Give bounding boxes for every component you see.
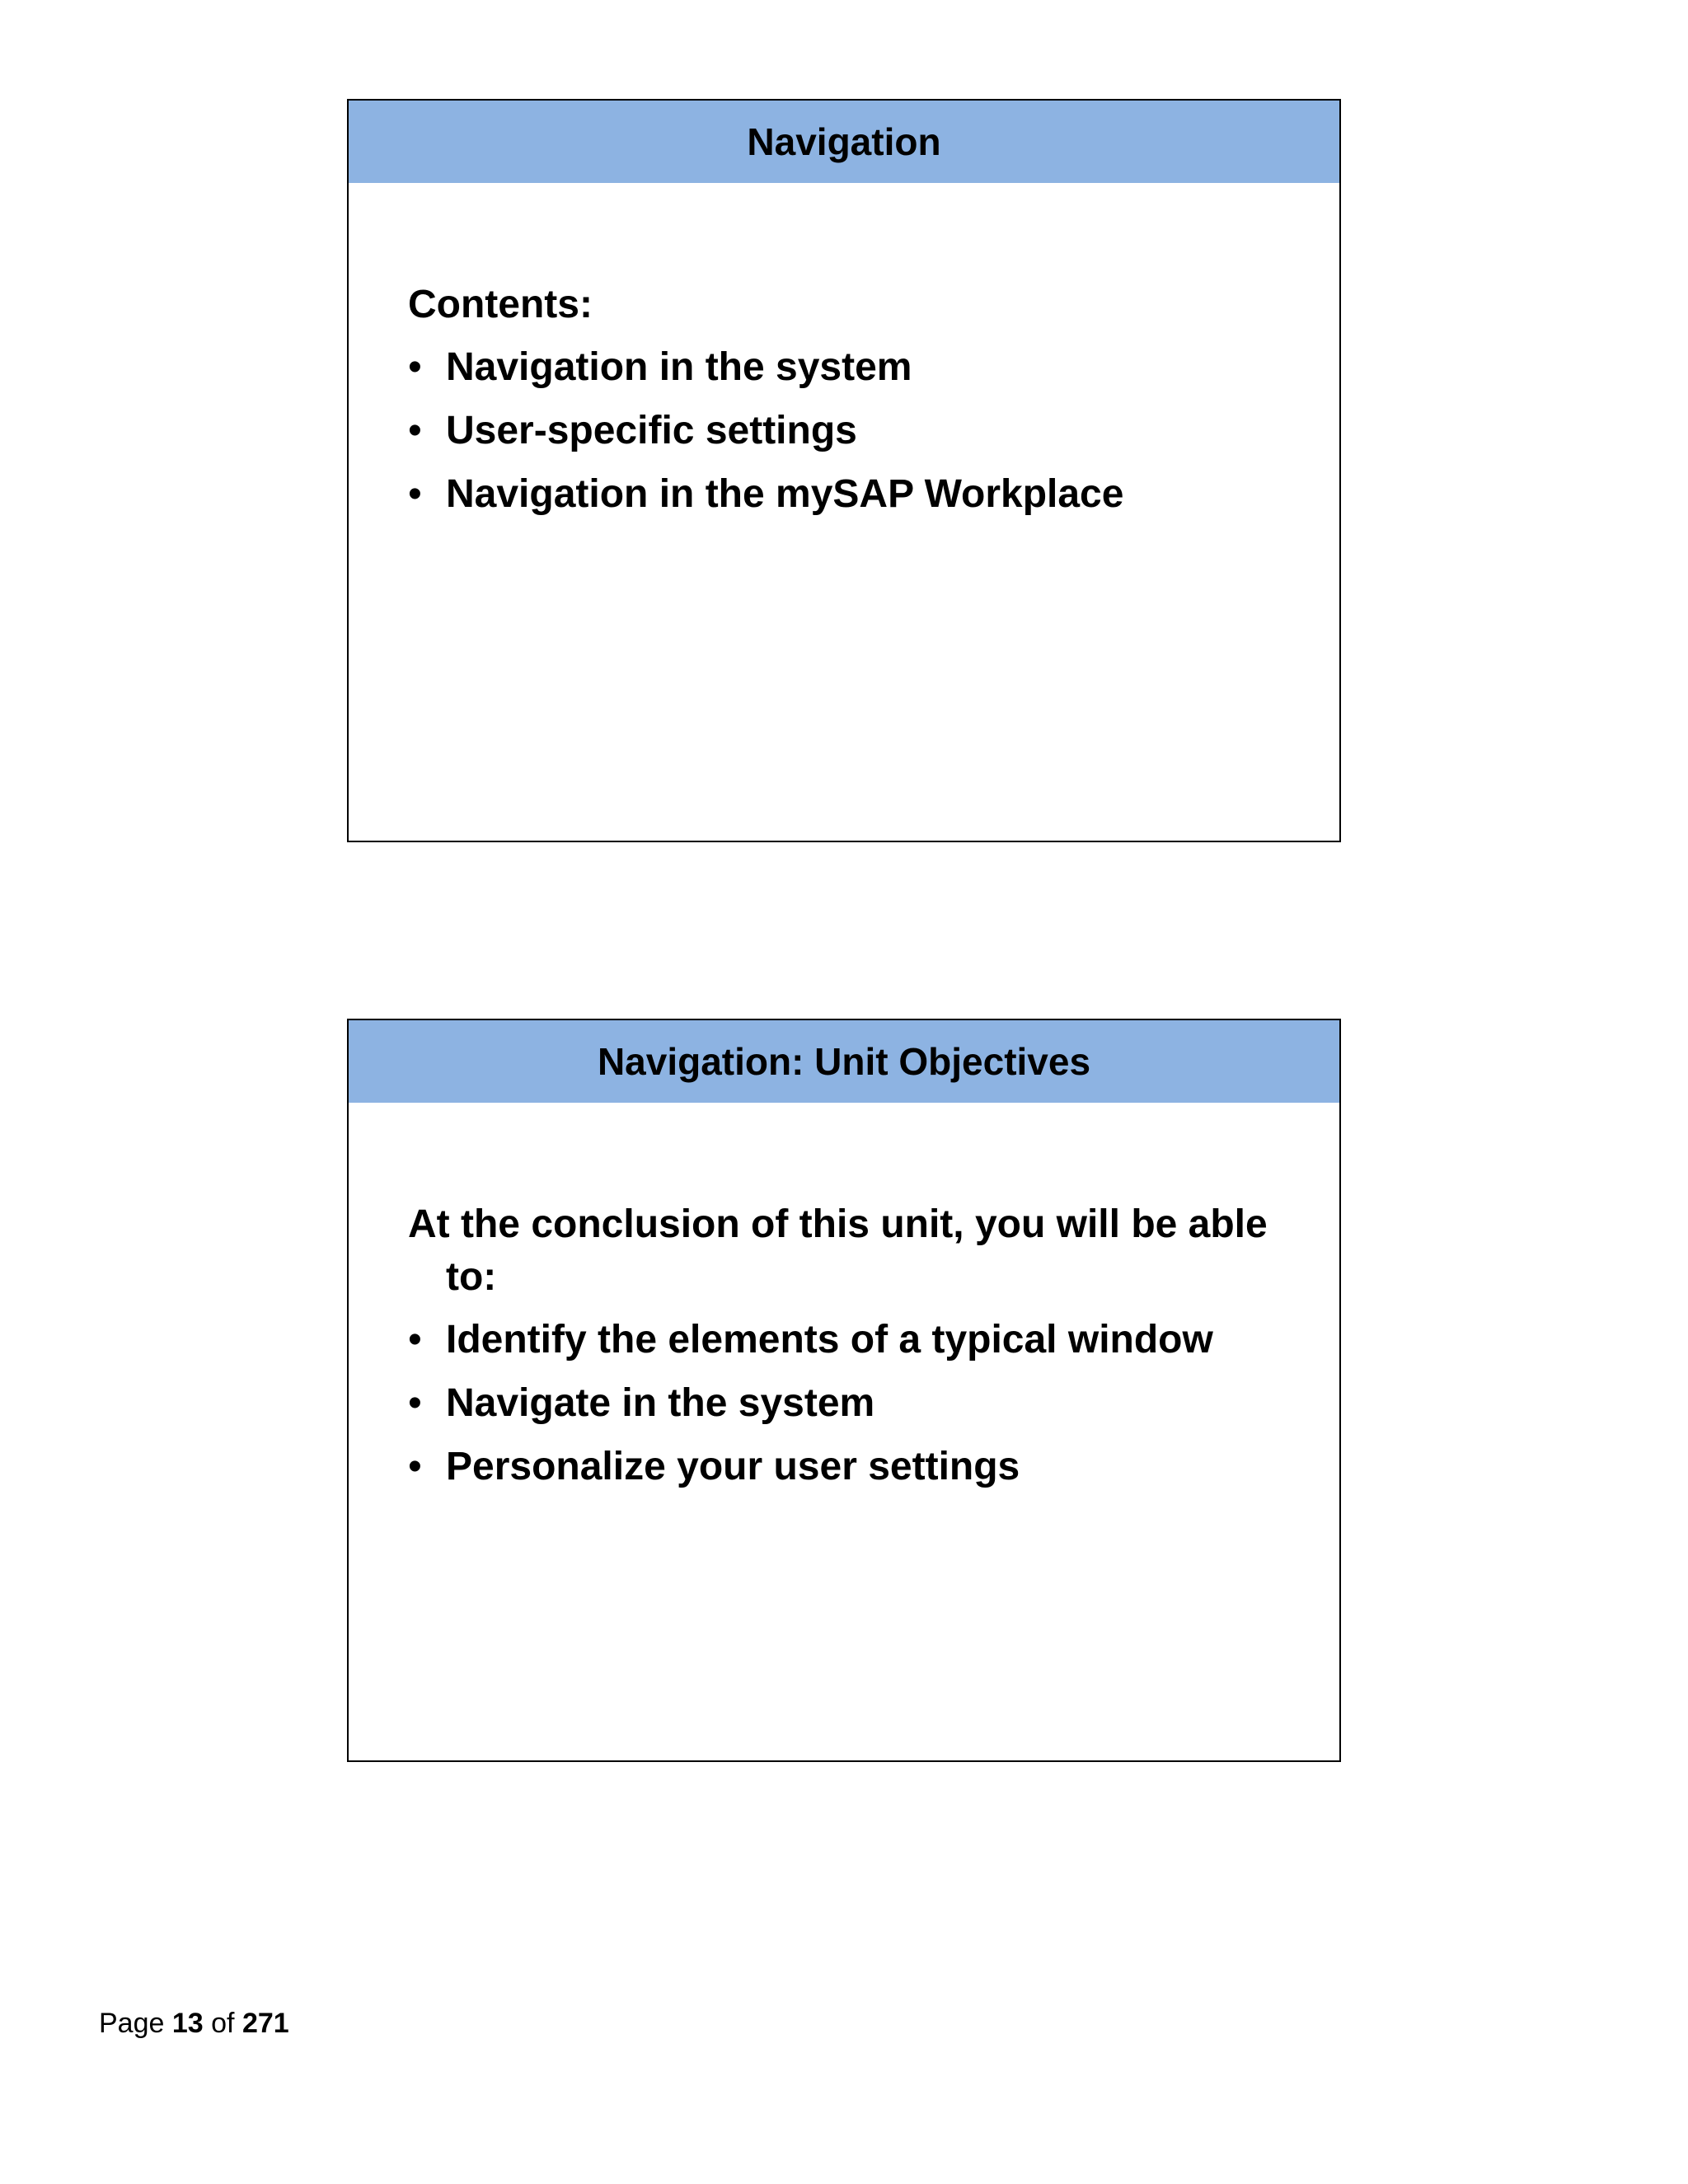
- slide-title: Navigation: [747, 120, 941, 163]
- bullet-icon: •: [408, 1318, 422, 1361]
- list-item: • Personalize your user settings: [408, 1441, 1306, 1493]
- slide-title-bar: [349, 101, 1339, 183]
- list-item: • Navigate in the system: [408, 1377, 1306, 1430]
- bullet-icon: •: [408, 1445, 422, 1488]
- contents-heading: Contents:: [408, 283, 593, 326]
- objectives-intro: At the conclusion of this unit, you will be able to:: [408, 1202, 1268, 1299]
- list-item: • User-specific settings: [408, 405, 1306, 457]
- list-item: • Identify the elements of a typical window: [408, 1314, 1306, 1366]
- slide-title-bar: [349, 1020, 1339, 1103]
- list-item: • Navigation in the mySAP Workplace: [408, 468, 1306, 521]
- page-label: Page: [99, 2008, 165, 2039]
- list-item: • Navigation in the system: [408, 341, 1306, 394]
- page-number: 13: [171, 2008, 204, 2039]
- slide-navigation: [347, 99, 1341, 842]
- total-pages: 271: [241, 2008, 289, 2039]
- bullet-icon: •: [408, 472, 422, 516]
- slide-unit-objectives: [347, 1019, 1341, 1762]
- slide-content: [408, 279, 1306, 532]
- bullet-icon: •: [408, 345, 422, 389]
- slide-content: [408, 1198, 1306, 1504]
- objectives-list: [408, 1314, 1306, 1493]
- page-footer: [99, 2008, 289, 2040]
- contents-list: [408, 341, 1306, 521]
- of-label: of: [211, 2008, 235, 2039]
- bullet-icon: •: [408, 409, 422, 452]
- bullet-icon: •: [408, 1381, 422, 1425]
- slide-title: Navigation: Unit Objectives: [597, 1040, 1091, 1083]
